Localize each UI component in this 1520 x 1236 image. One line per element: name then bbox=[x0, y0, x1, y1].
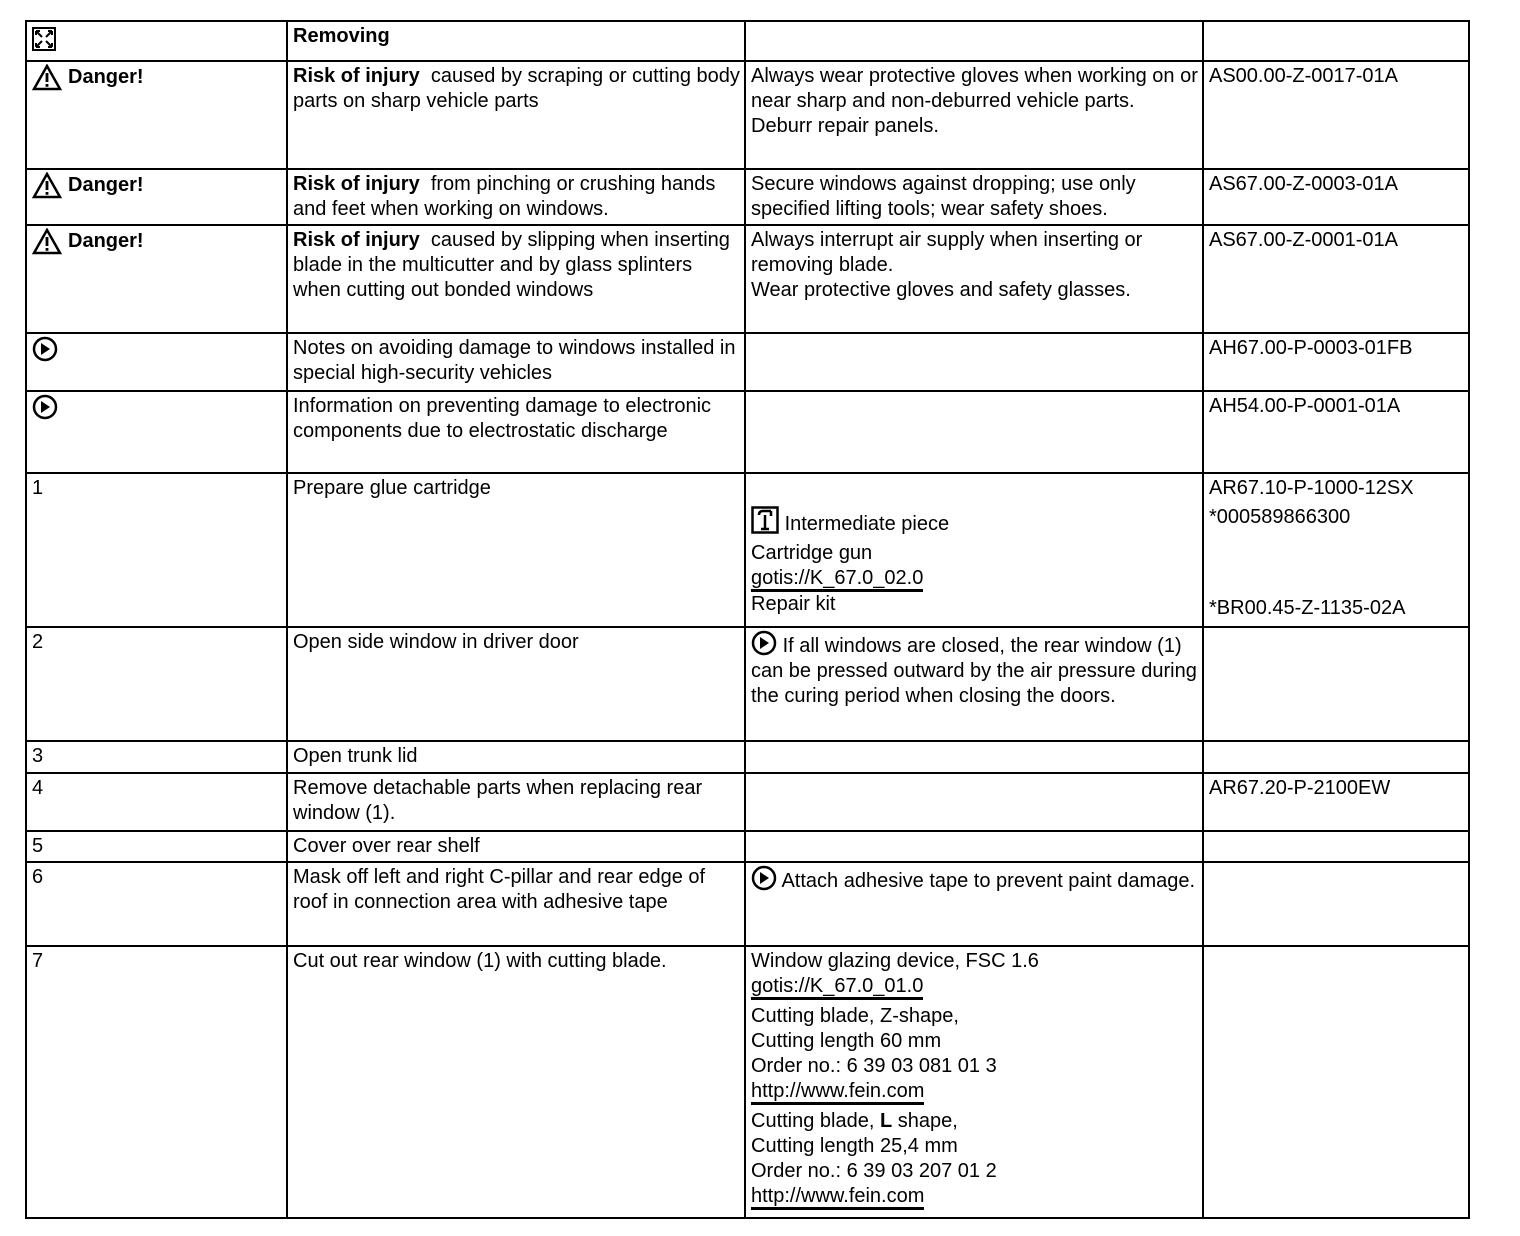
risk-text: caused by scraping or cutting body parts on sharp vehicle parts bbox=[293, 65, 740, 112]
reference-code: AS67.00-Z-0001-01A bbox=[1209, 229, 1399, 251]
expand-arrows-icon bbox=[32, 27, 56, 51]
step-number: 5 bbox=[32, 835, 44, 857]
step-row bbox=[26, 831, 1469, 862]
warning-triangle-icon bbox=[32, 64, 62, 91]
blade-info: Cutting length 25,4 mm bbox=[751, 1135, 958, 1157]
part-number: *000589866300 bbox=[1209, 506, 1351, 528]
blade-info: Order no.: 6 39 03 207 01 2 bbox=[751, 1160, 997, 1182]
step-row bbox=[26, 627, 1469, 741]
danger-label: Danger! bbox=[32, 172, 144, 199]
reference-code: AS00.00-Z-0017-01A bbox=[1209, 65, 1399, 87]
reference-code: AH54.00-P-0001-01A bbox=[1209, 395, 1401, 417]
section-title: Removing bbox=[293, 25, 390, 47]
reference-code: AR67.20-P-2100EW bbox=[1209, 777, 1391, 799]
step-text: Open trunk lid bbox=[293, 745, 418, 767]
step-number: 4 bbox=[32, 777, 44, 799]
note-row bbox=[26, 333, 1469, 391]
risk-text: from pinching or crushing hands and feet when working on windows. bbox=[293, 173, 716, 220]
gotis-link[interactable]: gotis://K_67.0_02.0 bbox=[751, 567, 923, 592]
risk-title: Risk of injury bbox=[293, 65, 420, 87]
tool-name: Cartridge gun bbox=[751, 542, 873, 564]
note-row bbox=[26, 391, 1469, 473]
part-number: *BR00.45-Z-1135-02A bbox=[1209, 597, 1406, 619]
step-number: 1 bbox=[32, 477, 44, 499]
reference-code: AR67.10-P-1000-12SX bbox=[1209, 477, 1414, 499]
safety-measure: Wear protective gloves and safety glasses. bbox=[751, 279, 1131, 301]
warning-triangle-icon bbox=[32, 172, 62, 199]
step-text: Remove detachable parts when replacing rear window (1). bbox=[293, 777, 703, 824]
blade-info: Cutting length 60 mm bbox=[751, 1030, 942, 1052]
safety-measure: Deburr repair panels. bbox=[751, 115, 939, 137]
step-row bbox=[26, 473, 1469, 627]
danger-label: Danger! bbox=[32, 228, 144, 255]
fein-link[interactable]: http://www.fein.com bbox=[751, 1080, 924, 1105]
step-number: 3 bbox=[32, 745, 44, 767]
fein-link[interactable]: http://www.fein.com bbox=[751, 1185, 924, 1210]
procedure-table bbox=[25, 20, 1470, 1219]
risk-text: caused by slipping when inserting blade in the multicutter and by glass splinters when cutting out bonded windows bbox=[293, 229, 730, 301]
step-row bbox=[26, 773, 1469, 831]
note-text: Notes on avoiding damage to windows installed in special high-security vehicles bbox=[293, 337, 736, 384]
danger-row bbox=[26, 61, 1469, 169]
step-number: 7 bbox=[32, 950, 44, 972]
step-text: Open side window in driver door bbox=[293, 631, 579, 653]
step-row bbox=[26, 741, 1469, 773]
safety-measure: Always interrupt air supply when inserting or removing blade. bbox=[751, 229, 1143, 276]
step-text: Prepare glue cartridge bbox=[293, 477, 491, 499]
blade-info: Order no.: 6 39 03 081 01 3 bbox=[751, 1055, 997, 1077]
blade-info: Cutting blade, L shape, bbox=[751, 1110, 958, 1132]
step-text: Mask off left and right C-pillar and rear edge of roof in connection area with adhesive tape bbox=[293, 866, 706, 913]
note-text: Information on preventing damage to electronic components due to electrostatic discharge bbox=[293, 395, 712, 442]
gotis-link[interactable]: gotis://K_67.0_01.0 bbox=[751, 975, 923, 1000]
step-note: If all windows are closed, the rear window (1) can be pressed outward by the air pressure during the curing period when closing the doors. bbox=[751, 635, 1197, 707]
step-row bbox=[26, 946, 1469, 1218]
risk-title: Risk of injury bbox=[293, 173, 420, 195]
danger-row bbox=[26, 225, 1469, 333]
reference-code: AH67.00-P-0003-01FB bbox=[1209, 337, 1413, 359]
risk-title: Risk of injury bbox=[293, 229, 420, 251]
tool-name: Repair kit bbox=[751, 593, 836, 615]
info-arrow-icon bbox=[32, 336, 58, 362]
step-note: Attach adhesive tape to prevent paint damage. bbox=[781, 870, 1196, 892]
info-arrow-icon bbox=[751, 630, 777, 656]
safety-measure: Secure windows against dropping; use only specified lifting tools; wear safety shoes. bbox=[751, 173, 1136, 220]
blade-info: Cutting blade, Z-shape, bbox=[751, 1005, 959, 1027]
safety-measure: Always wear protective gloves when working on or near sharp and non-deburred vehicle parts. bbox=[751, 65, 1198, 112]
step-text: Cut out rear window (1) with cutting blade. bbox=[293, 950, 667, 972]
danger-label: Danger! bbox=[32, 64, 144, 91]
danger-row bbox=[26, 169, 1469, 225]
tool-intermediate: Intermediate piece bbox=[751, 506, 1198, 537]
warning-triangle-icon bbox=[32, 228, 62, 255]
tool-icon bbox=[751, 506, 779, 534]
tool-name: Window glazing device, FSC 1.6 bbox=[751, 950, 1039, 972]
step-number: 6 bbox=[32, 866, 44, 888]
step-row bbox=[26, 862, 1469, 946]
info-arrow-icon bbox=[751, 865, 777, 891]
step-number: 2 bbox=[32, 631, 44, 653]
step-text: Cover over rear shelf bbox=[293, 835, 480, 857]
info-arrow-icon bbox=[32, 394, 58, 420]
reference-code: AS67.00-Z-0003-01A bbox=[1209, 173, 1399, 195]
header-row bbox=[26, 21, 1469, 61]
